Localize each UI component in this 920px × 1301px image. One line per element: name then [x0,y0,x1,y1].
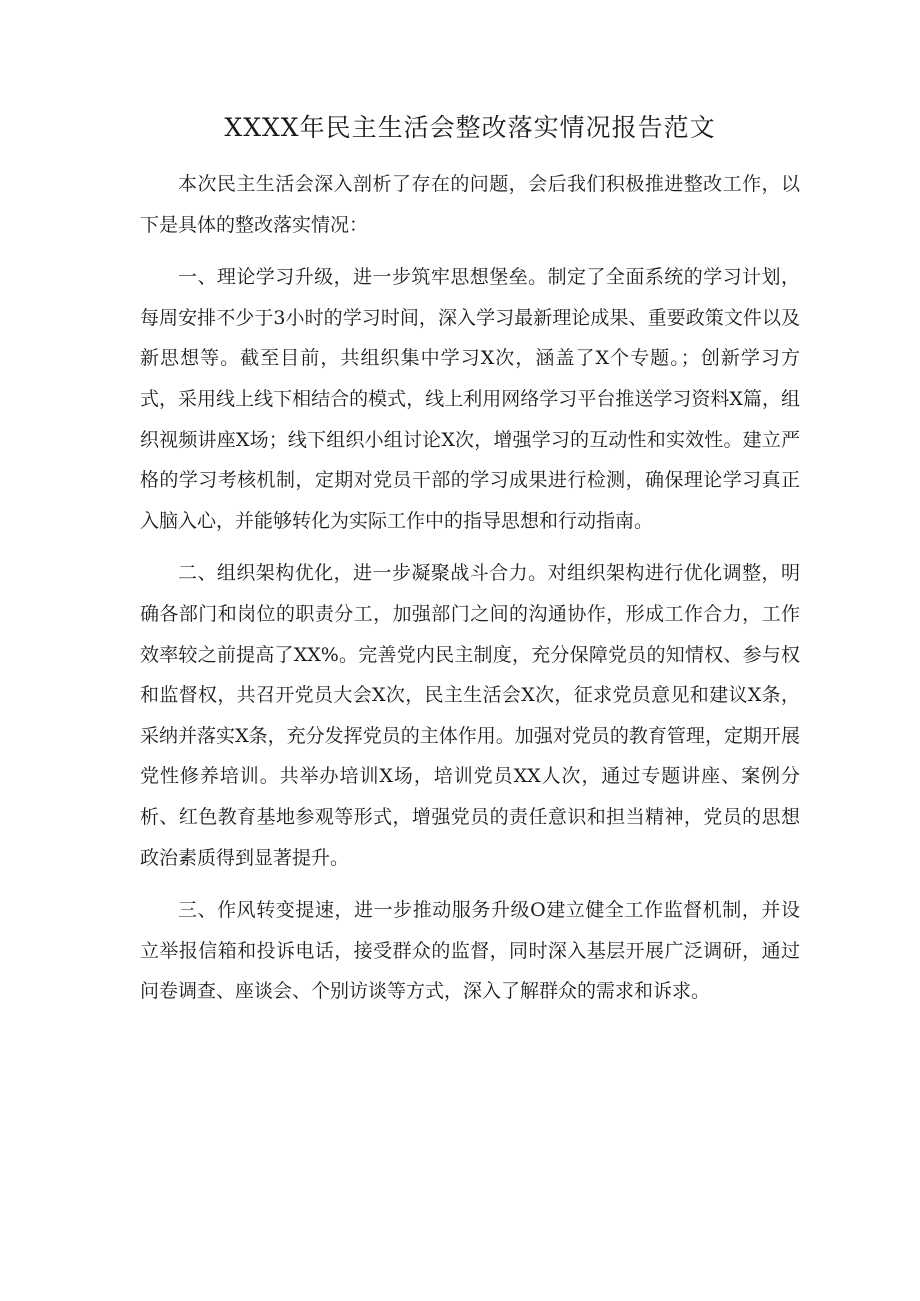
paragraph-section-1: 一、理论学习升级，进一步筑牢思想堡垒。制定了全面系统的学习计划，每周安排不少于3小时的学习时间，深入学习最新理论成果、重要政策文件以及新思想等。截至目前，共组织集中学习X次，涵盖了X个专题。；创新学习方式，采用线上线下相结合的模式，线上利用网络学习平台推送学习资料X篇，组织视频讲座X场；线下组织小组讨论X次，增强学习的互动性和实效性。建立严格的学习考核机制，定期对党员干部的学习成果进行检测，确保理论学习真正入脑入心，并能够转化为实际工作中的指导思想和行动指南。 [140,266,800,532]
paragraph-section-2: 二、组织架构优化，进一步凝聚战斗合力。对组织架构进行优化调整，明确各部门和岗位的职责分工，加强部门之间的沟通协作，形成工作合力，工作效率较之前提高了XX%。完善党内民主制度，充分保障党员的知情权、参与权和监督权，共召开党员大会X次，民主生活会X次，征求党员意见和建议X条，采纳并落实X条，充分发挥党员的主体作用。加强对党员的教育管理，定期开展党性修养培训。共举办培训X场，培训党员XX人次，通过专题讲座、案例分析、红色教育基地参观等形式，增强党员的责任意识和担当精神，党员的思想政治素质得到显著提升。 [140,562,800,869]
paragraph-section-3: 三、作风转变提速，进一步推动服务升级O建立健全工作监督机制，并设立举报信箱和投诉电话，接受群众的监督，同时深入基层开展广泛调研，通过问卷调查、座谈会、个别访谈等方式，深入了解群众的需求和诉求。 [140,899,800,1003]
document-title: XXXX年民主生活会整改落实情况报告范文 [224,113,716,142]
paragraph-intro: 本次民主生活会深入剖析了存在的问题，会后我们积极推进整改工作，以下是具体的整改落实情况： [140,173,800,236]
document-page [140,108,800,1024]
